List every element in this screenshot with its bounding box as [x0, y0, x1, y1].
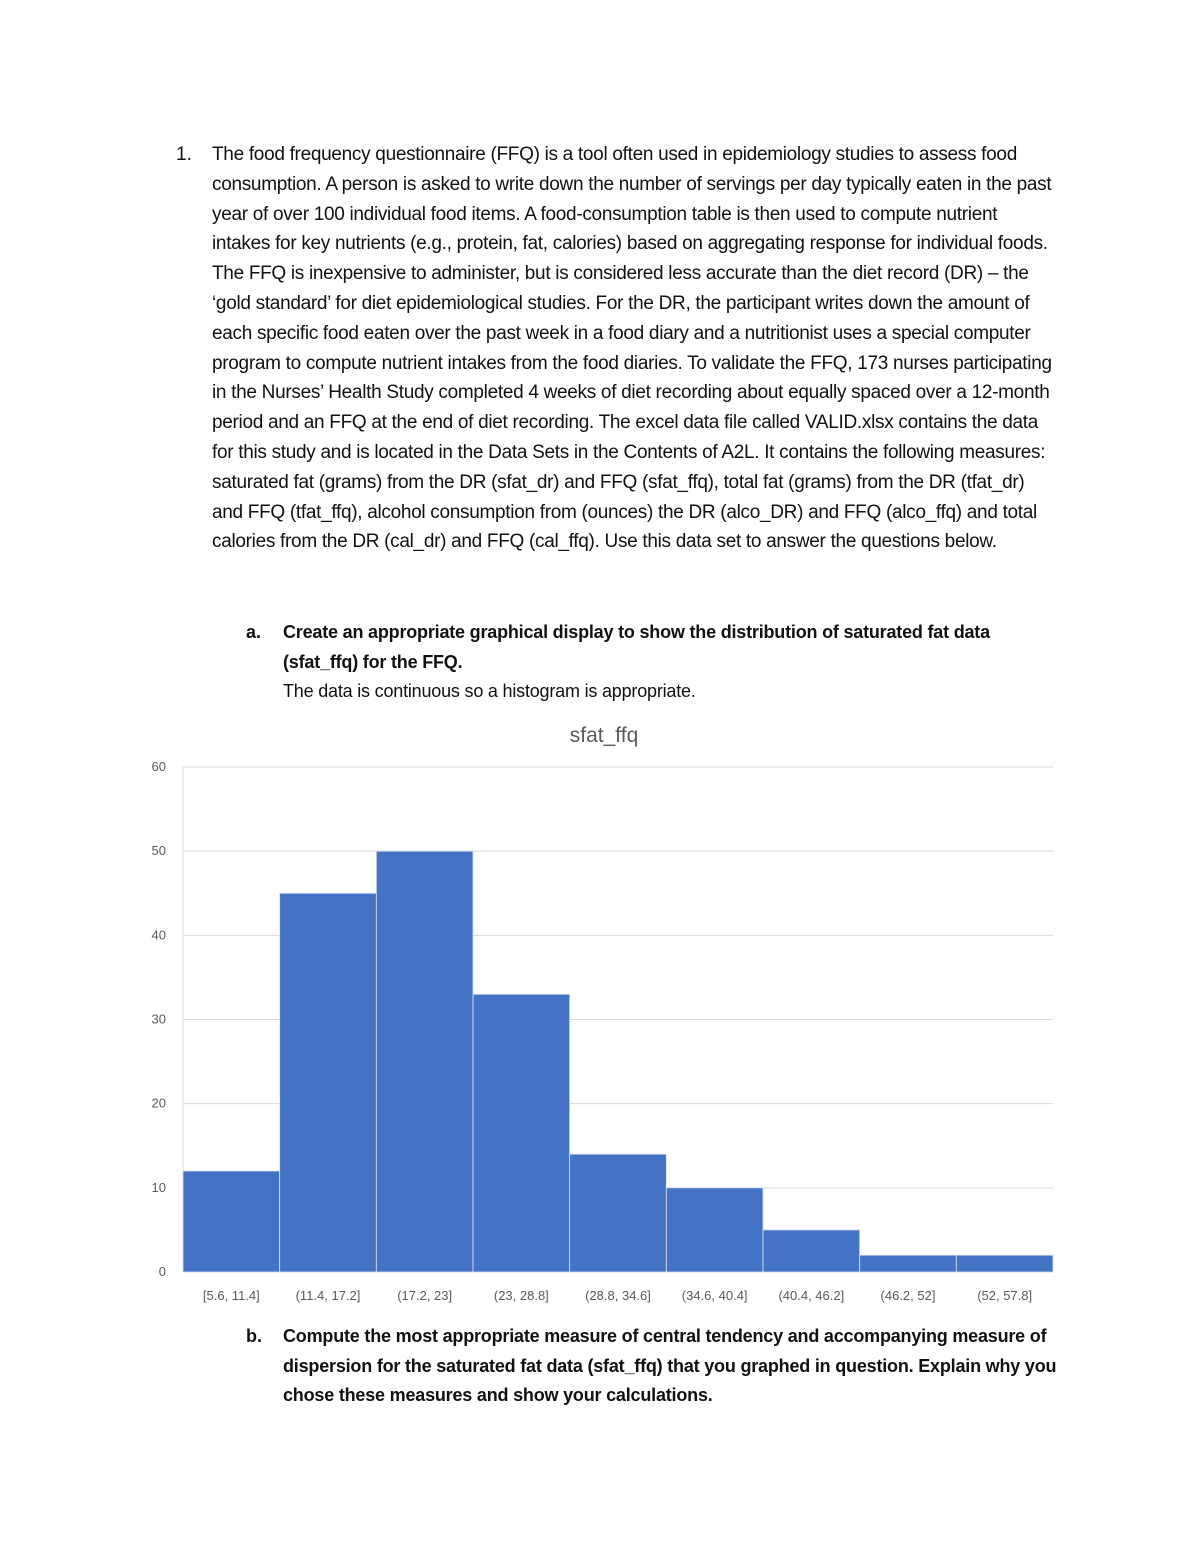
histogram-bar — [763, 1230, 860, 1272]
x-tick-label: (34.6, 40.4] — [681, 1288, 748, 1303]
x-tick-label: (23, 28.8] — [493, 1288, 549, 1303]
y-tick-label: 10 — [151, 1179, 166, 1195]
histogram-bar — [956, 1255, 1053, 1272]
part-a — [246, 618, 1066, 707]
chart-title: sfat_ffq — [569, 724, 639, 747]
part-a-letter: a. — [246, 622, 262, 642]
y-tick-label: 20 — [151, 1095, 166, 1111]
y-tick-label: 40 — [151, 927, 166, 943]
histogram-bar — [570, 1154, 667, 1272]
y-tick-label: 60 — [151, 759, 166, 774]
part-b-letter: b. — [246, 1326, 262, 1346]
histogram-bar — [280, 893, 377, 1272]
part-b-prompt: Compute the most appropriate measure of central tendency and accompanying measure of dispersion for the saturated fat data (sfat_ffq) that you graphed in question. Explain why you chose these measures and show your calculations. — [283, 1326, 1057, 1405]
x-tick-label: (28.8, 34.6] — [585, 1288, 651, 1303]
histogram-bar — [473, 994, 570, 1272]
y-tick-label: 50 — [151, 843, 166, 859]
question-1 — [176, 140, 1056, 557]
y-axis-ticks — [152, 759, 166, 1279]
x-tick-label: (11.4, 17.2] — [295, 1288, 361, 1303]
question-text: The food frequency questionnaire (FFQ) is a tool often used in epidemiology studies to assess food consumption. A person is asked to write down the number of servings per day typically eaten in the past year of over 100 individual food items. A food-consumption table is then used to compute nutrient intakes for key nutrients (e.g., protein, fat, calories) based on aggregating response for individual foods. The FFQ is inexpensive to administer, but is considered less accurate than the diet record (DR) – the ‘gold standard’ for diet epidemiological studies. For the DR, the participant writes down the amount of each specific food eaten over the past week in a food diary and a nutritionist uses a special computer program to compute nutrient intakes from the food diaries. To validate the FFQ, 173 nurses participating in the Nurses’ Health Study completed 4 weeks of diet recording about equally spaced over a 12-month period and an FFQ at the end of diet recording. The excel data file called VALID.xlsx contains the data for this study and is located in the Data Sets in the Contents of A2L. It contains the following measures: saturated fat (grams) from the DR (sfat_dr) and FFQ (sfat_ffq), total fat (grams) from the DR (tfat_dr) and FFQ (tfat_ffq), alcohol consumption from (ounces) the DR (alco_DR) and FFQ (alco_ffq) and total calories from the DR (cal_dr) and FFQ (cal_ffq). Use this data set to answer the questions below. — [212, 144, 1052, 553]
histogram-chart — [140, 712, 1080, 1312]
question-number: 1. — [176, 144, 192, 165]
histogram-bar — [183, 1171, 280, 1272]
y-tick-label: 30 — [151, 1011, 166, 1027]
y-tick-label: 0 — [158, 1264, 166, 1279]
x-tick-label: (17.2, 23] — [397, 1288, 453, 1303]
histogram-bar — [860, 1255, 957, 1272]
x-tick-label: (46.2, 52] — [880, 1288, 936, 1303]
histogram-bar — [666, 1188, 763, 1272]
part-b — [246, 1322, 1066, 1411]
histogram-bar — [376, 851, 473, 1272]
x-tick-label: (52, 57.8] — [977, 1288, 1033, 1303]
chart-bars — [183, 851, 1053, 1272]
x-axis-ticks — [203, 1288, 1032, 1303]
part-a-answer: The data is continuous so a histogram is appropriate. — [283, 681, 696, 701]
x-tick-label: (40.4, 46.2] — [778, 1288, 845, 1303]
x-tick-label: [5.6, 11.4] — [202, 1288, 260, 1303]
part-a-prompt: Create an appropriate graphical display to show the distribution of saturated fat data (sfat_ffq) for the FFQ. — [283, 622, 990, 672]
